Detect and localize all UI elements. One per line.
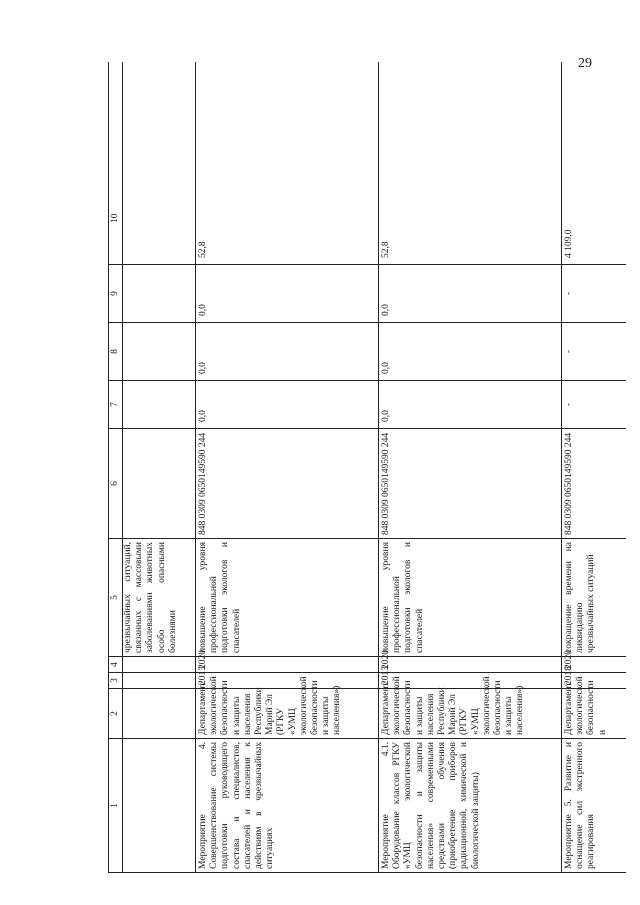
executor-cell: Департамент экологической безопасности и [562, 689, 627, 739]
page-number: 29 [578, 56, 592, 71]
executor-cell: Департамент экологической безопасности и защиты населения Республики Марий Эл (РГКУ «УМЦ экологической безопасности и защиты населения») [379, 689, 562, 739]
value-col9-cell: 0,0 [196, 265, 379, 323]
header-cell-2: 2 [109, 689, 123, 739]
budget-code-cell: 848 0309 0650149590 244 [379, 429, 562, 539]
continuation-row [123, 63, 196, 873]
value-col10-cell: 4 109,0 [562, 173, 627, 265]
header-cell-3: 3 [109, 673, 123, 689]
continuation-effect: чрезвычайных ситуаций, связанных с массовыми заболеваниями животных особо опасными болезнями [123, 539, 196, 657]
executor-cell: Департамент экологической безопасности и защиты населения Республики Марий Эл (РГКУ «УМЦ экологической безопасности и защиты населения») [196, 689, 379, 739]
value-col10-cell: 52,8 [196, 173, 379, 265]
value-col8-cell: - [562, 323, 627, 381]
measure-cell: Мероприятие 4.1. Оборудование классов РГКУ «УМЦ экологической безопасности и защиты населения» современными средствами обучения (приобретение приборов радиационной, химической и биологической защиты) [379, 739, 562, 873]
effect-cell: повышение уровня профессиональной подготовки экологов и спасателей [379, 539, 562, 657]
header-cell-4: 4 [109, 657, 123, 673]
end-year-cell: 2020 [196, 657, 379, 673]
start-year-cell: 2013 [196, 673, 379, 689]
value-col10-cell: 52,8 [379, 173, 562, 265]
table-row [196, 63, 379, 873]
end-year-cell: 2020 [562, 657, 627, 673]
header-cell-1: 1 [109, 739, 123, 873]
measures-table [108, 63, 626, 874]
value-col7-cell: - [562, 381, 627, 429]
value-col8-cell: 0,0 [379, 323, 562, 381]
effect-cell: сокращение времени на ликвидацию чрезвычайных ситуаций [562, 539, 627, 657]
measure-cell: Мероприятие 5. Развитие и оснащение сил экстренного реагирования [562, 739, 627, 873]
value-col9-cell: - [562, 265, 627, 323]
header-cell-7: 7 [109, 381, 123, 429]
measure-cell: Мероприятие 4. Совершенствование системы подготовки руководящего состава и специалистов, спасателей и населения к действиям в чрезвычайных ситуациях [196, 739, 379, 873]
value-col9-cell: 0,0 [379, 265, 562, 323]
table-row [562, 63, 627, 873]
header-cell-10: 10 [109, 173, 123, 265]
budget-code-cell: 848 0309 0650149590 244 [562, 429, 627, 539]
rotated-page [0, 213, 640, 905]
header-cell-6: 6 [109, 429, 123, 539]
start-year-cell: 2013 [379, 673, 562, 689]
end-year-cell: 2020 [379, 657, 562, 673]
budget-code-cell: 848 0309 0650149590 244 [196, 429, 379, 539]
table-row [379, 63, 562, 873]
header-cell-8: 8 [109, 323, 123, 381]
value-col8-cell: 0,0 [196, 323, 379, 381]
header-extension [109, 63, 123, 173]
start-year-cell: 2018 [562, 673, 627, 689]
value-col7-cell: 0,0 [379, 381, 562, 429]
effect-cell: повышение уровня профессиональной подготовки экологов и спасателей [196, 539, 379, 657]
header-cell-5: 5 [109, 539, 123, 657]
header-cell-9: 9 [109, 265, 123, 323]
header-row [109, 63, 123, 873]
value-col7-cell: 0,0 [196, 381, 379, 429]
